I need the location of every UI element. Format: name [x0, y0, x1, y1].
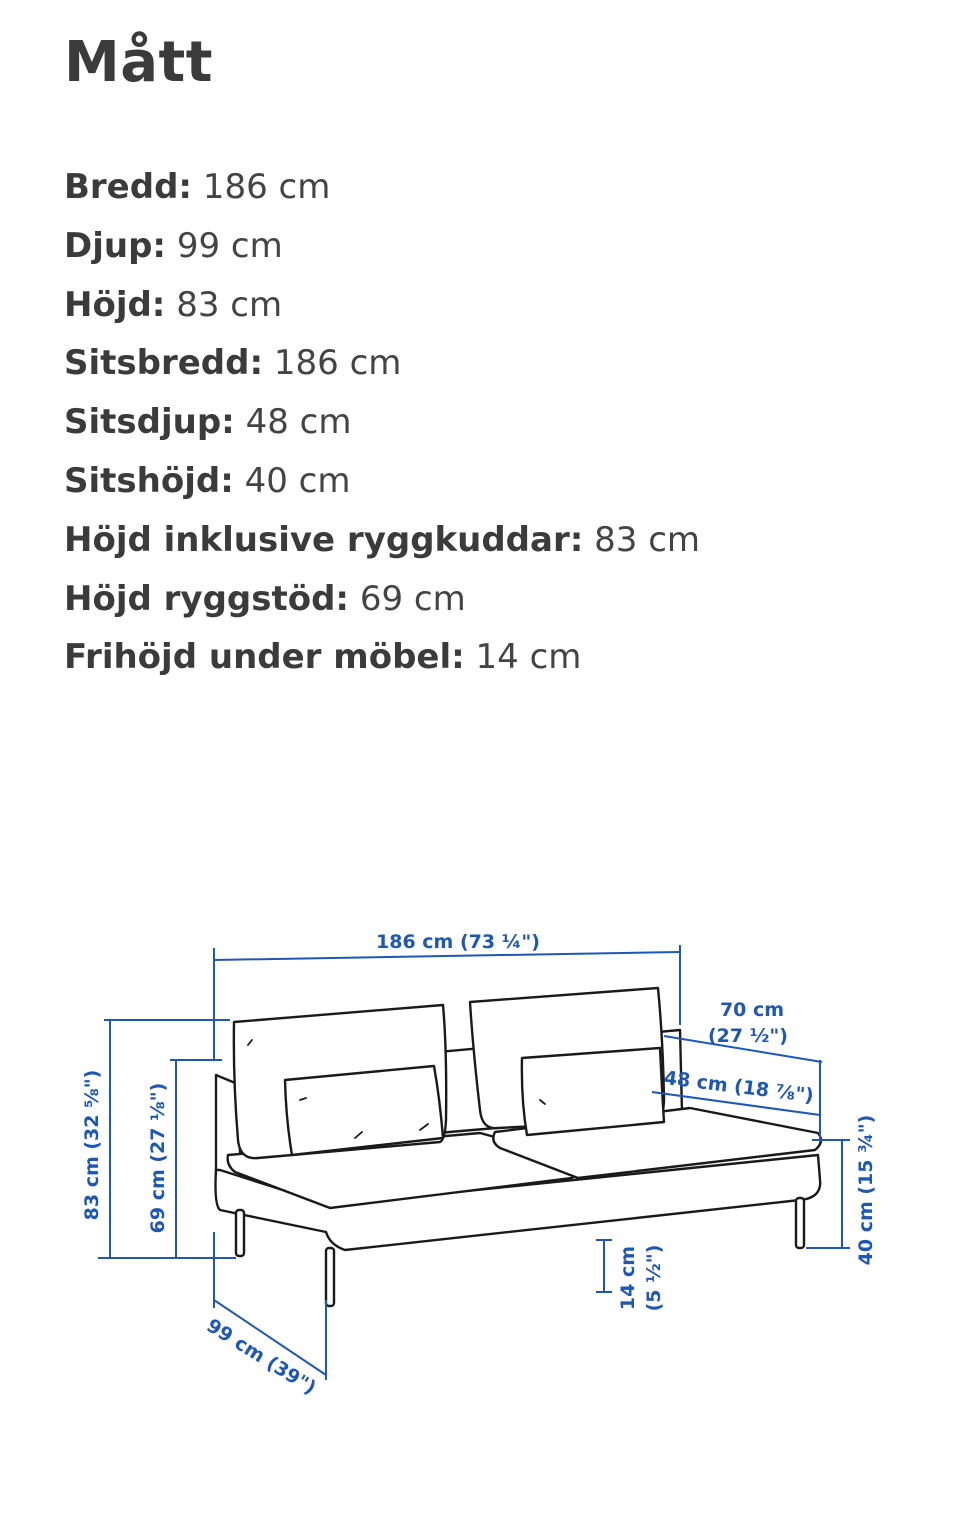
dim-seat-height-label: 40 cm (15 ¾") — [855, 1114, 877, 1266]
spec-row-height-incl-cushions — [64, 511, 700, 570]
spec-label: Höjd: — [64, 284, 166, 325]
page-title: Mått — [64, 30, 214, 95]
spec-label: Djup: — [64, 225, 167, 266]
spec-row-seat-width — [64, 334, 700, 393]
dim-height-total-label: 83 cm (32 ⅝") — [81, 1069, 103, 1221]
spec-label: Höjd ryggstöd: — [64, 578, 350, 619]
sofa-leg-front-left — [326, 1248, 334, 1306]
spec-label: Sitsdjup: — [64, 402, 235, 443]
sofa-leg-back-left — [236, 1210, 244, 1256]
dim-depth-top-2: (27 ½") — [708, 1025, 788, 1047]
spec-row-backrest-height — [64, 570, 700, 629]
spec-label: Sitsbredd: — [64, 343, 264, 384]
dim-clearance-2: (5 ½") — [643, 1244, 665, 1312]
dim-seat-depth-label: 48 cm (18 ⅞") — [662, 1066, 815, 1108]
spec-value: 186 cm — [273, 343, 402, 384]
spec-value: 69 cm — [359, 578, 466, 619]
spec-label: Sitshöjd: — [64, 460, 234, 501]
spec-label: Höjd inklusive ryggkuddar: — [64, 519, 584, 560]
dim-depth-label: 99 cm (39") — [202, 1314, 320, 1400]
spec-row-depth — [64, 217, 700, 276]
spec-value: 83 cm — [176, 284, 283, 325]
spec-value: 48 cm — [245, 402, 352, 443]
spec-value: 40 cm — [244, 460, 351, 501]
spec-value: 14 cm — [475, 637, 582, 678]
spec-value: 186 cm — [202, 167, 331, 207]
spec-value: 83 cm — [594, 519, 701, 560]
lumbar-cushion-right — [522, 1048, 664, 1135]
spec-value: 99 cm — [176, 225, 283, 266]
spec-row-seat-depth — [64, 393, 700, 452]
sofa-dimension-diagram — [0, 900, 960, 1460]
dim-depth-top-1: 70 cm — [719, 999, 785, 1021]
spec-label: Frihöjd under möbel: — [64, 637, 465, 678]
spec-row-seat-height — [64, 452, 700, 511]
lumbar-cushion-left — [285, 1066, 443, 1155]
spec-label: Bredd: — [64, 167, 193, 207]
dimensions-list — [64, 158, 700, 687]
spec-row-width — [64, 158, 700, 217]
dim-clearance-1: 14 cm — [617, 1245, 639, 1311]
spec-row-clearance — [64, 628, 700, 687]
spec-row-height — [64, 276, 700, 335]
dim-width-label: 186 cm (73 ¼") — [376, 931, 540, 953]
sofa-leg-front-right — [796, 1198, 804, 1248]
dim-height-back-label: 69 cm (27 ⅛") — [147, 1082, 169, 1234]
